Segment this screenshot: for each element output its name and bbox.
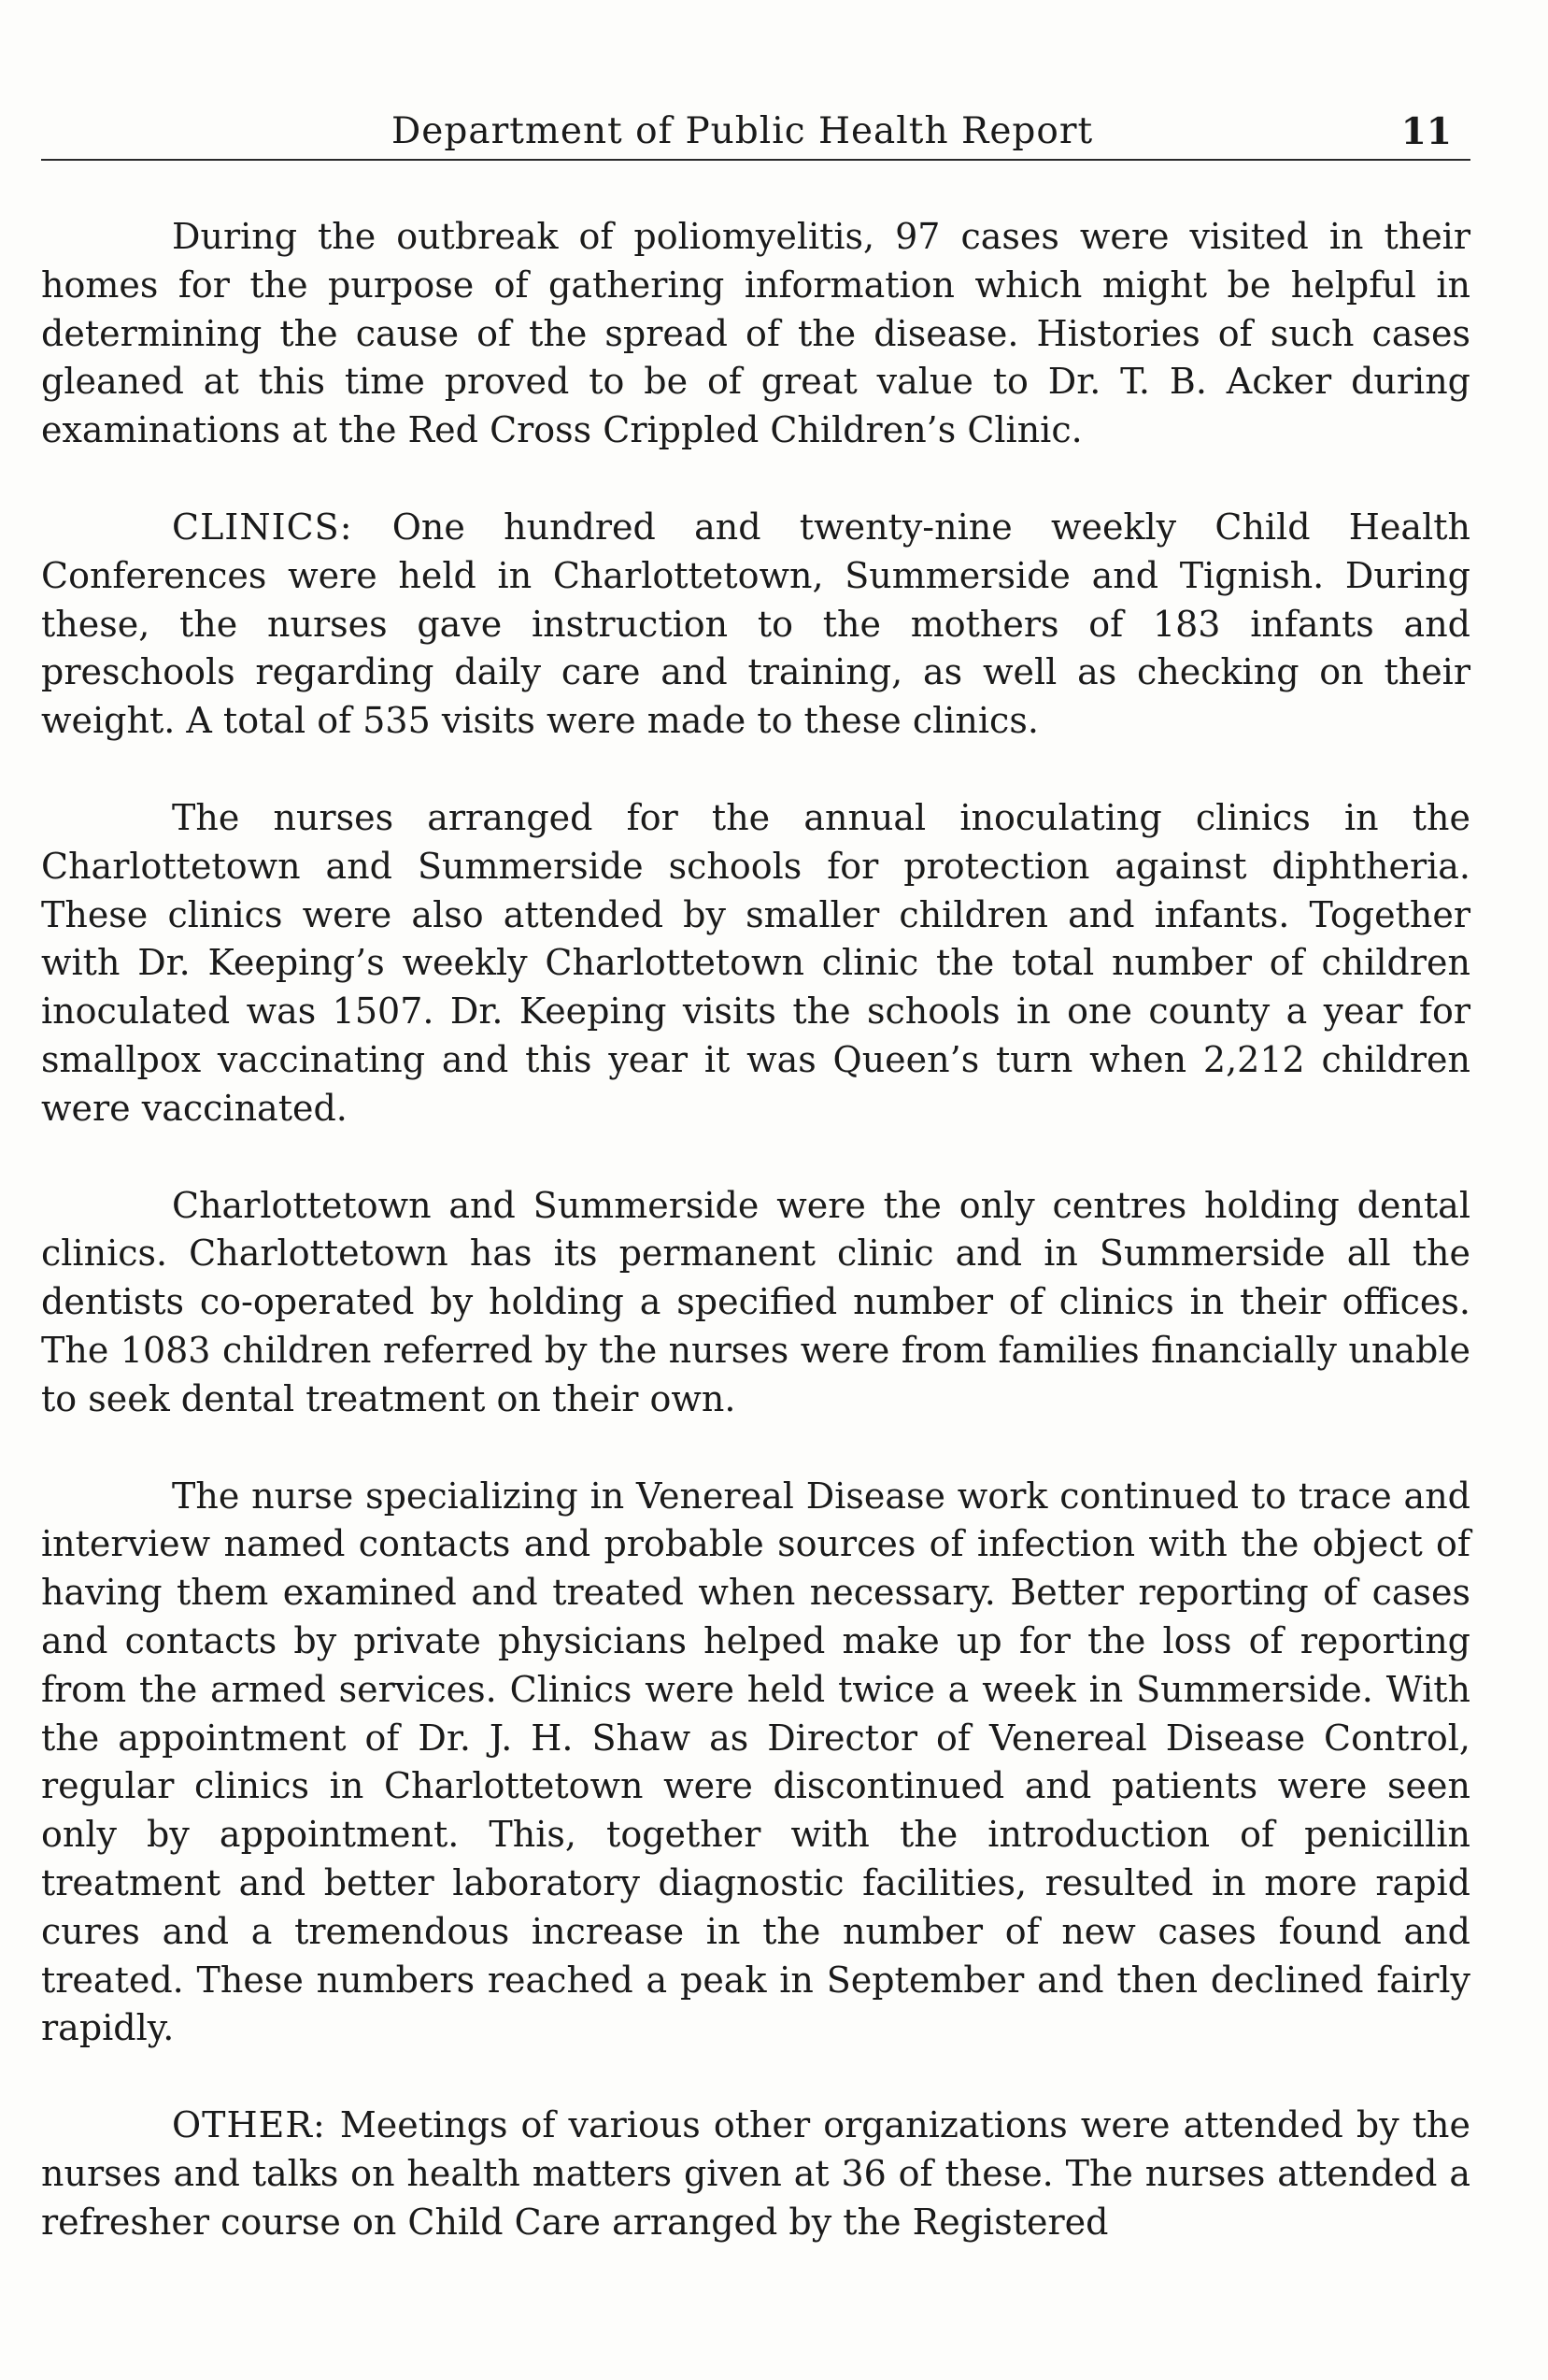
paragraph-text: Meetings of various other organizations were attended by the nurses and talks on health matters given at 36 of these. The nurses attended a refresher course on Child Care arranged by the Registered (41, 2104, 1470, 2243)
paragraph-poliomyelitis (41, 213, 1470, 455)
paragraph-text: Charlottetown and Summerside were the only centres holding dental clinics. Charlottetown has its permanent clinic and in Summerside all the dentists co-operated by holding a specified number of clinics in their offices. The 1083 children referred by the nurses were from families financially unable to seek dental treatment on their own. (41, 1184, 1470, 1419)
page-number: 11 (1400, 110, 1452, 153)
header-title: Department of Public Health Report (391, 110, 1094, 152)
paragraph-other (41, 2102, 1470, 2246)
paragraph-venereal-disease (41, 1473, 1470, 2054)
paragraph-text: The nurses arranged for the annual inoculating clinics in the Charlottetown and Summerside schools for protection against diphtheria. These clinics were also attended by smaller children and infants. Together with Dr. Keeping’s weekly Charlottetown clinic the total number of children inoculated was 1507. Dr. Keeping visits the schools in one county a year for smallpox vaccinating and this year it was Queen’s turn when 2,212 children were vaccinated. (41, 796, 1470, 1129)
running-header (41, 101, 1470, 161)
paragraph-dental (41, 1182, 1470, 1424)
section-lead-other: OTHER: (172, 2104, 340, 2146)
paragraph-text: The nurse specializing in Venereal Disease work continued to trace and interview named contacts and probable sources of infection with the object of having them examined and treated when necessary. Better reporting of cases and contacts by private physicians helped make up for the loss of reporting from the armed services. Clinics were held twice a week in Summerside. With the appointment of Dr. J. H. Shaw as Director of Venereal Disease Control, regular clinics in Charlottetown were discontinued and patients were seen only by appointment. This, together with the introduction of penicillin treatment and better laboratory diagnostic facilities, resulted in more rapid cures and a tremendous increase in the number of new cases found and treated. These numbers reached a peak in September and then declined fairly rapidly. (41, 1475, 1470, 2049)
paragraph-text: One hundred and twenty-nine weekly Child Health Conferences were held in Charlottetown, Summerside and Tignish. During these, the nurses gave instruction to the mothers of 183 infants and preschools regarding daily care and training, as well as checking on their weight. A total of 535 visits were made to these clinics. (41, 506, 1470, 742)
paragraph-text: During the outbreak of poliomyelitis, 97 cases were visited in their homes for the purpose of gathering information which might be helpful in determining the cause of the spread of the disease. Histories of such cases gleaned at this time proved to be of great value to Dr. T. B. Acker during examinations at the Red Cross Crippled Children’s Clinic. (41, 216, 1470, 451)
paragraph-clinics (41, 504, 1470, 746)
section-lead-clinics: CLINICS: (172, 506, 392, 548)
report-body (41, 213, 1470, 2295)
paragraph-inoculation (41, 794, 1470, 1133)
